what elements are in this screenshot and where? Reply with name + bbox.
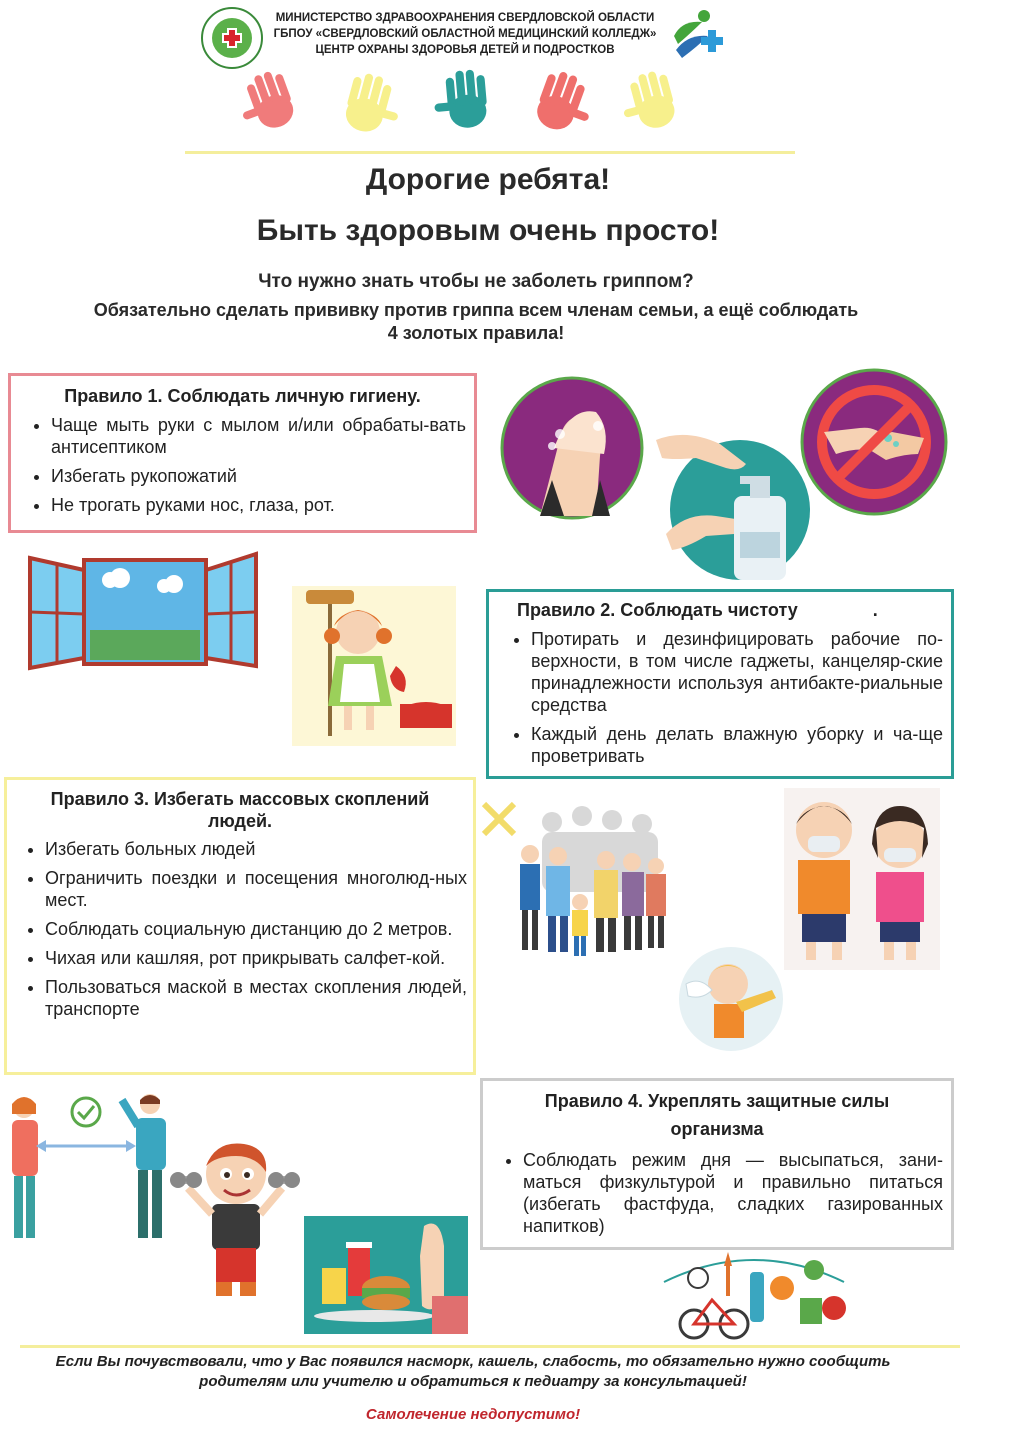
rule-1-title: Правило 1. Соблюдать личную гигиену. (64, 386, 421, 406)
list-item: • Ограничить поездки и посещения многолюд-ных мест. (45, 867, 467, 911)
intro-line-1: Обязательно сделать прививку против гриппа всем членам семьи, а ещё соблюдать (93, 300, 859, 320)
warning-line-1: Если Вы почувствовали, что у Вас появился насморк, кашель, слабость, то обязательно нужно сообщить (55, 1353, 891, 1370)
hand-print-icon (522, 66, 596, 140)
header-line-2: ГБПОУ «СВЕРДЛОВСКИЙ ОБЛАСТНОЙ МЕДИЦИНСКИЙ КОЛЛЕДЖ» (273, 28, 657, 40)
intro-line-2: 4 золотых правила! (387, 323, 565, 343)
question-heading: Что нужно знать чтобы не заболеть гриппом? (258, 271, 694, 292)
list-item: • Соблюдать социальную дистанцию до 2 метров. (45, 918, 467, 940)
rule-3-list (13, 838, 467, 1020)
footer-divider (20, 1345, 960, 1348)
rule-4-list (491, 1149, 943, 1237)
crowd-icon (482, 800, 678, 970)
list-item: • Избегать рукопожатий (51, 465, 466, 487)
list-item: • Чаще мыть руки с мылом и/или обрабаты-вать антисептиком (51, 414, 466, 458)
header-text (270, 10, 660, 58)
boy-dumbbells-icon (172, 1138, 298, 1304)
list-item: • Протирать и дезинфицировать рабочие по-верхности, в том числе гаджеты, канцеляр-ские принадлежности используя антибакте-риальные средства (531, 628, 943, 716)
list-item: • Каждый день делать влажную уборку и ча-ще проветривать (531, 723, 943, 767)
open-window-icon (24, 550, 260, 674)
greeting-title: Дорогие ребята! (365, 163, 611, 196)
cleaning-girl-icon (292, 586, 456, 746)
sneezing-child-icon (676, 944, 786, 1054)
rule-1-list (19, 414, 466, 516)
rule-1-box (8, 373, 477, 533)
header (0, 0, 1024, 160)
rule-2-box (486, 589, 954, 779)
sanitizer-icon (656, 424, 802, 580)
list-item: • Пользоваться маской в местах скопления людей, транспорте (45, 976, 467, 1020)
list-item: • Соблюдать режим дня — высыпаться, зани-маться физкультурой и правильно питаться (избегать фастфуда, сладких газированных напитков) (523, 1149, 943, 1237)
rule-4-title: Правило 4. Укреплять защитные силы организма (544, 1091, 890, 1139)
no-fastfood-icon (304, 1216, 468, 1334)
masked-children-icon (784, 788, 940, 970)
hand-print-icon (618, 66, 690, 138)
no-handshake-icon (800, 368, 948, 516)
list-item: • Избегать больных людей (45, 838, 467, 860)
rule-3-box (4, 777, 476, 1075)
list-item: • Не трогать руками нос, глаза, рот. (51, 494, 466, 516)
health-logo-icon (668, 6, 728, 64)
header-divider (185, 151, 795, 154)
rule-2-title: Правило 2. Соблюдать чистоту . (517, 600, 878, 620)
hand-print-icon (430, 64, 504, 138)
hand-print-icon (236, 66, 308, 138)
warning-line-2: родителям или учителю и обратиться к педиатру за консультацией! (199, 1373, 747, 1390)
list-item: • Чихая или кашляя, рот прикрывать салфет-кой. (45, 947, 467, 969)
rule-3-title: Правило 3. Избегать массовых скоплений людей. (50, 789, 430, 831)
header-line-3: ЦЕНТР ОХРАНЫ ЗДОРОВЬЯ ДЕТЕЙ И ПОДРОСТКОВ (315, 44, 615, 56)
social-distance-icon (6, 1090, 170, 1246)
rule-2-list (497, 628, 943, 767)
rule-4-box (480, 1078, 954, 1250)
college-logo-icon (200, 6, 264, 70)
hand-print-icon (330, 68, 404, 142)
self-treatment-warning: Самолечение недопустимо! (365, 1406, 581, 1423)
header-line-1: МИНИСТЕРСТВО ЗДРАВООХРАНЕНИЯ СВЕРДЛОВСКОЙ ОБЛАСТИ (275, 12, 655, 24)
healthy-lifestyle-icon (654, 1248, 854, 1344)
hand-washing-icon (500, 376, 644, 520)
headline-title: Быть здоровым очень просто! (256, 214, 720, 247)
